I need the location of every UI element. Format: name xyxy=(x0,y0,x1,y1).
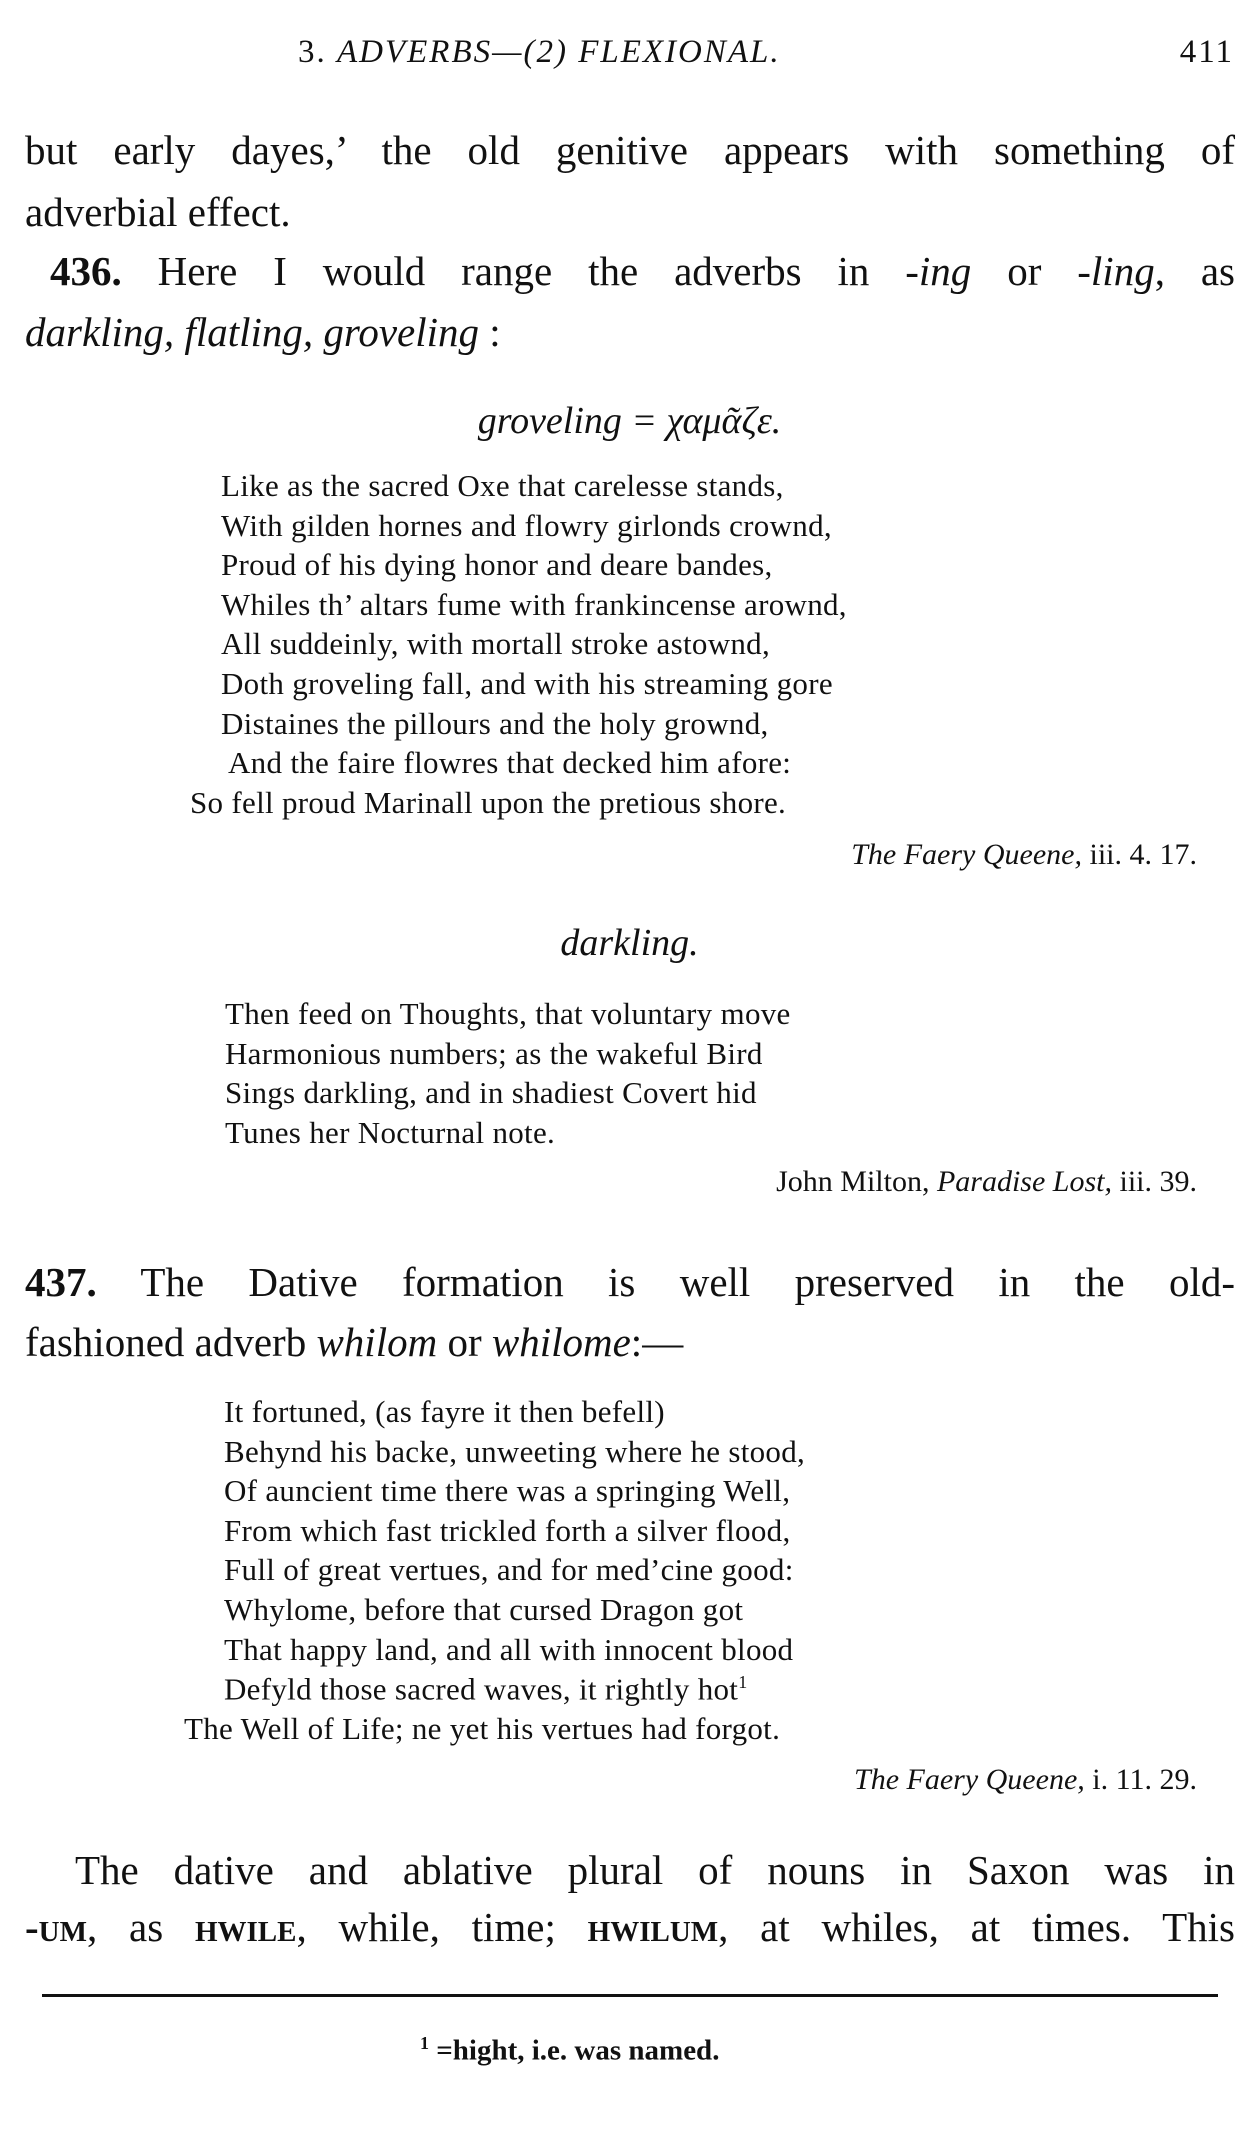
word: whilom xyxy=(316,1319,438,1365)
verse-line: Distaines the pillours and the holy grownd, xyxy=(221,705,769,741)
verse-line: All suddeinly, with mortall stroke astownd, xyxy=(221,626,771,662)
reference: i. 11. 29. xyxy=(1084,1763,1197,1796)
section-436-number: 436. xyxy=(50,248,122,294)
quote1-attribution xyxy=(851,840,1197,870)
footnote-mark: 1 xyxy=(420,2033,429,2053)
verse-line: The Well of Life; ne yet his vertues had forgot. xyxy=(184,1710,781,1746)
footnote-divider xyxy=(42,1994,1218,1997)
text: , as xyxy=(86,1904,195,1950)
para1-line2: adverbial effect. xyxy=(25,189,291,235)
text: :— xyxy=(630,1319,684,1365)
verse-line: Sings darkling, and in shadiest Covert hid xyxy=(225,1075,757,1111)
running-header xyxy=(298,36,781,69)
verse-line: Like as the sacred Oxe that carelesse stands, xyxy=(221,468,784,503)
author: John Milton, xyxy=(776,1165,937,1198)
verse-line: Whylome, before that cursed Dragon got xyxy=(224,1592,744,1627)
para436-line2 xyxy=(25,309,1235,355)
para1-line1: but early dayes,’ the old genitive appears with something of xyxy=(25,127,1235,173)
suffix: -ing xyxy=(905,248,972,294)
verse-line: So fell proud Marinall upon the pretious shore. xyxy=(190,784,787,820)
verse-line: Tunes her Nocturnal note. xyxy=(225,1114,556,1150)
para436-line1 xyxy=(50,248,1236,294)
verse-line: And the faire flowres that decked him afore: xyxy=(228,745,792,781)
para437-line1 xyxy=(25,1259,1235,1305)
verse-line: It fortuned, (as fayre it then befell) xyxy=(224,1394,665,1429)
dative-line1: The dative and ablative plural of nouns in Saxon was in xyxy=(75,1847,1235,1893)
footnote-text: =hight, i.e. was named. xyxy=(429,2034,720,2067)
text: fashioned adverb xyxy=(25,1319,317,1365)
source: The Faery Queene, xyxy=(851,838,1082,871)
verse-line: Whiles th’ altars fume with frankincense arownd, xyxy=(221,586,847,622)
text: or xyxy=(971,248,1078,294)
text: or xyxy=(437,1319,492,1365)
para437-line2 xyxy=(25,1319,1235,1365)
footnote-reference[interactable]: 1 xyxy=(738,1672,748,1693)
verse-line: Behynd his backe, unweeting where he stood, xyxy=(224,1433,806,1469)
text: Here I would range the adverbs in xyxy=(121,248,906,294)
suffix: -ling xyxy=(1077,248,1155,294)
text: , at whiles, at times. This xyxy=(718,1904,1235,1950)
word: whilome xyxy=(491,1319,631,1365)
quote2-attribution xyxy=(776,1167,1197,1197)
verse-line: Harmonious numbers; as the wakeful Bird xyxy=(225,1035,763,1071)
saxon-word: hwilum xyxy=(587,1904,719,1950)
text: : xyxy=(479,309,501,355)
verse-line: Defyld those sacred waves, it rightly hot$^1$ xyxy=(224,1671,748,1707)
text: , while, time; xyxy=(296,1904,588,1950)
section-437-number: 437. xyxy=(25,1259,97,1305)
verse-line: Of auncient time there was a springing Well, xyxy=(224,1473,791,1509)
reference: iii. 39. xyxy=(1111,1165,1197,1198)
source: The Faery Queene, xyxy=(854,1763,1085,1796)
verse-line: Then feed on Thoughts, that voluntary move xyxy=(225,996,791,1031)
reference: iii. 4. 17. xyxy=(1081,838,1197,871)
saxon-word: -um xyxy=(25,1904,87,1950)
quote2-caption: darkling. xyxy=(560,922,699,964)
saxon-word: hwile xyxy=(194,1904,297,1950)
source: Paradise Lost, xyxy=(936,1165,1112,1198)
quote3-attribution xyxy=(854,1765,1197,1795)
header-title: ADVERBS—(2) FLEXIONAL. xyxy=(337,34,781,70)
page-number: 411 xyxy=(1179,34,1234,70)
verse-line: Full of great vertues, and for med’cine good: xyxy=(224,1552,794,1588)
section-number: 3. xyxy=(298,34,327,70)
verse-line: From which fast trickled forth a silver flood, xyxy=(224,1512,791,1548)
verse-line: Doth groveling fall, and with his streaming gore xyxy=(221,666,833,701)
dative-line2 xyxy=(25,1904,1235,1950)
quote1-caption: groveling = χαμᾶζε. xyxy=(477,400,782,442)
footnote xyxy=(420,2034,719,2066)
verse-line: That happy land, and all with innocent blood xyxy=(224,1631,794,1667)
text: , as xyxy=(1154,248,1236,294)
text: The Dative formation is well preserved in the old- xyxy=(96,1259,1235,1305)
examples: darkling, flatling, groveling xyxy=(25,309,480,355)
verse-line: With gilden hornes and flowry girlonds crownd, xyxy=(221,507,832,543)
verse-line: Proud of his dying honor and deare bandes, xyxy=(221,547,773,583)
